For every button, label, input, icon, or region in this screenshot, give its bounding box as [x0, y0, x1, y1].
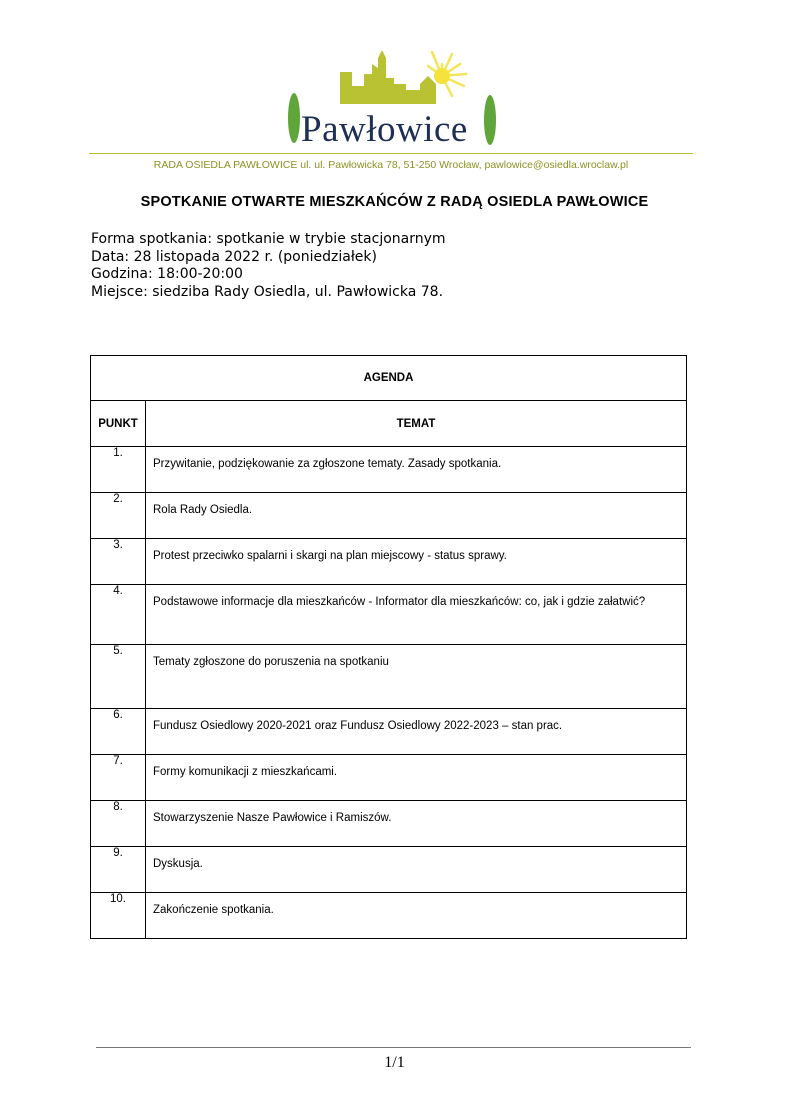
- meeting-time: Godzina: 18:00-20:00: [91, 266, 243, 282]
- meeting-date: Data: 28 listopada 2022 r. (poniedziałek): [91, 248, 377, 265]
- meeting-place: Miejsce: siedziba Rady Osiedla, ul. Pawłowicka 78.: [91, 283, 444, 300]
- row-topic: Rola Rady Osiedla.: [146, 493, 687, 539]
- column-header-number: PUNKT: [91, 401, 146, 447]
- table-row: [91, 847, 687, 893]
- logo-text: Pawłowice: [301, 109, 468, 150]
- row-topic: Tematy zgłoszone do poruszenia na spotkaniu: [146, 645, 687, 709]
- table-row: [91, 447, 687, 493]
- meeting-info: [91, 231, 446, 301]
- agenda-table: [90, 355, 687, 939]
- row-number: 8.: [91, 801, 146, 847]
- row-number: 1.: [91, 447, 146, 493]
- agenda-title: AGENDA: [91, 356, 687, 401]
- table-row: [91, 755, 687, 801]
- row-number: 2.: [91, 493, 146, 539]
- table-row: [91, 645, 687, 709]
- table-row: [91, 493, 687, 539]
- header-address: RADA OSIEDLA PAWŁOWICE ul. ul. Pawłowicka 78, 51-250 Wrocław, pawlowice@osiedla.wroclaw.pl: [153, 159, 629, 171]
- footer-divider: [96, 1047, 691, 1048]
- row-number: 5.: [91, 645, 146, 709]
- row-topic: Przywitanie, podziękowanie za zgłoszone tematy. Zasady spotkania.: [146, 447, 687, 493]
- table-row: [91, 709, 687, 755]
- row-topic: Protest przeciwko spalarni i skargi na plan miejscowy - status sprawy.: [146, 539, 687, 585]
- meeting-form: Forma spotkania: spotkanie w trybie stacjonarnym: [91, 231, 446, 247]
- row-number: 6.: [91, 709, 146, 755]
- column-header-topic: TEMAT: [146, 401, 687, 447]
- table-row: [91, 539, 687, 585]
- row-number: 9.: [91, 847, 146, 893]
- table-row: [91, 585, 687, 645]
- row-topic: Zakończenie spotkania.: [146, 893, 687, 939]
- page-number: 1/1: [384, 1054, 405, 1071]
- header-divider: [89, 153, 693, 154]
- row-topic: Formy komunikacji z mieszkańcami.: [146, 755, 687, 801]
- row-number: 10.: [91, 893, 146, 939]
- table-row: [91, 893, 687, 939]
- row-number: 3.: [91, 539, 146, 585]
- row-topic: Dyskusja.: [146, 847, 687, 893]
- row-topic: Fundusz Osiedlowy 2020-2021 oraz Fundusz Osiedlowy 2022-2023 – stan prac.: [146, 709, 687, 755]
- row-number: 4.: [91, 585, 146, 645]
- table-row: [91, 801, 687, 847]
- row-topic: Podstawowe informacje dla mieszkańców - Informator dla mieszkańców: co, jak i gdzie załatwić?: [146, 585, 687, 645]
- row-topic: Stowarzyszenie Nasze Pawłowice i Ramiszów.: [146, 801, 687, 847]
- document-title: SPOTKANIE OTWARTE MIESZKAŃCÓW Z RADĄ OSIEDLA PAWŁOWICE: [140, 194, 649, 210]
- row-number: 7.: [91, 755, 146, 801]
